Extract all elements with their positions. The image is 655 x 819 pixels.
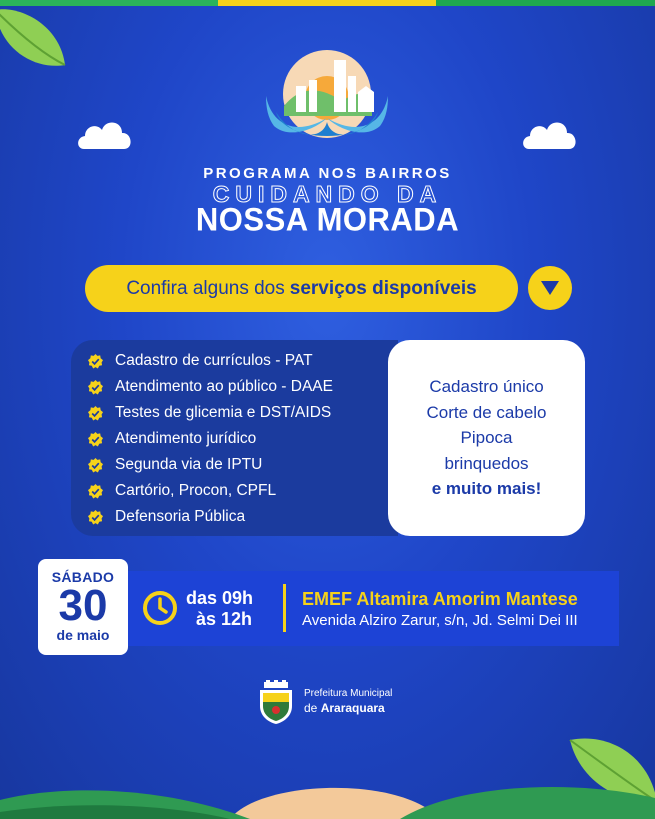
list-item — [88, 352, 313, 370]
leaf-top-left-icon — [0, 0, 80, 80]
date-card — [38, 559, 128, 655]
event-venue: EMEF Altamira Amorim Mantese — [302, 589, 578, 609]
services-banner — [85, 265, 518, 312]
program-title-line1: PROGRAMA NOS BAIRROS — [203, 165, 452, 182]
extra-item: Cadastro único — [429, 377, 544, 397]
list-item — [88, 508, 245, 526]
list-item — [88, 482, 276, 500]
org-name-line1: Prefeitura Municipal — [304, 688, 393, 699]
org-city: Araraquara — [320, 701, 385, 715]
event-address: Avenida Alziro Zarur, s/n, Jd. Selmi Dei III — [302, 612, 578, 629]
service-label: Defensoria Pública — [115, 508, 246, 525]
top-color-bar — [0, 0, 655, 6]
event-time-end: às 12h — [196, 609, 253, 629]
extra-item: brinquedos — [444, 453, 529, 473]
event-time-start: das 09h — [186, 588, 254, 608]
service-label: Atendimento jurídico — [115, 430, 257, 447]
check-badge-icon — [88, 458, 103, 473]
service-label: Segunda via de IPTU — [115, 456, 263, 473]
services-list — [71, 340, 398, 536]
service-label: Cadastro de currículos - PAT — [115, 352, 313, 369]
org-name-prefix: de — [304, 701, 318, 715]
event-weekday: SÁBADO — [51, 569, 115, 585]
services-banner-prefix: Confira alguns dos — [126, 277, 285, 299]
extra-item: Pipoca — [460, 428, 513, 448]
cloud-left-icon — [74, 115, 136, 155]
bottom-hills — [0, 760, 655, 819]
check-badge-icon — [88, 432, 103, 447]
check-badge-icon — [88, 354, 103, 369]
chevron-down-icon — [528, 266, 572, 310]
program-logo — [262, 46, 392, 146]
event-month: de maio — [56, 627, 110, 643]
program-title-line2: CUIDANDO DA — [212, 181, 443, 207]
event-day: 30 — [58, 581, 108, 630]
extra-item: Corte de cabelo — [426, 402, 547, 422]
extras-card — [388, 340, 585, 536]
extra-more: e muito mais! — [431, 479, 542, 499]
list-item — [88, 430, 256, 448]
program-title-line3: NOSSA MORADA — [195, 201, 460, 238]
check-badge-icon — [88, 380, 103, 395]
service-label: Testes de glicemia e DST/AIDS — [115, 404, 332, 421]
org-name-line2 — [304, 701, 385, 715]
service-label: Atendimento ao público - DAAE — [115, 378, 333, 395]
check-badge-icon — [88, 406, 103, 421]
list-item — [88, 378, 333, 396]
check-badge-icon — [88, 510, 103, 525]
list-item — [88, 456, 262, 474]
check-badge-icon — [88, 484, 103, 499]
city-crest-icon — [256, 680, 296, 724]
cloud-right-icon — [519, 115, 581, 155]
services-banner-highlight: serviços disponíveis — [289, 277, 477, 299]
clock-icon — [142, 590, 178, 626]
list-item — [88, 404, 331, 422]
event-divider — [283, 584, 286, 632]
service-label: Cartório, Procon, CPFL — [115, 482, 277, 499]
